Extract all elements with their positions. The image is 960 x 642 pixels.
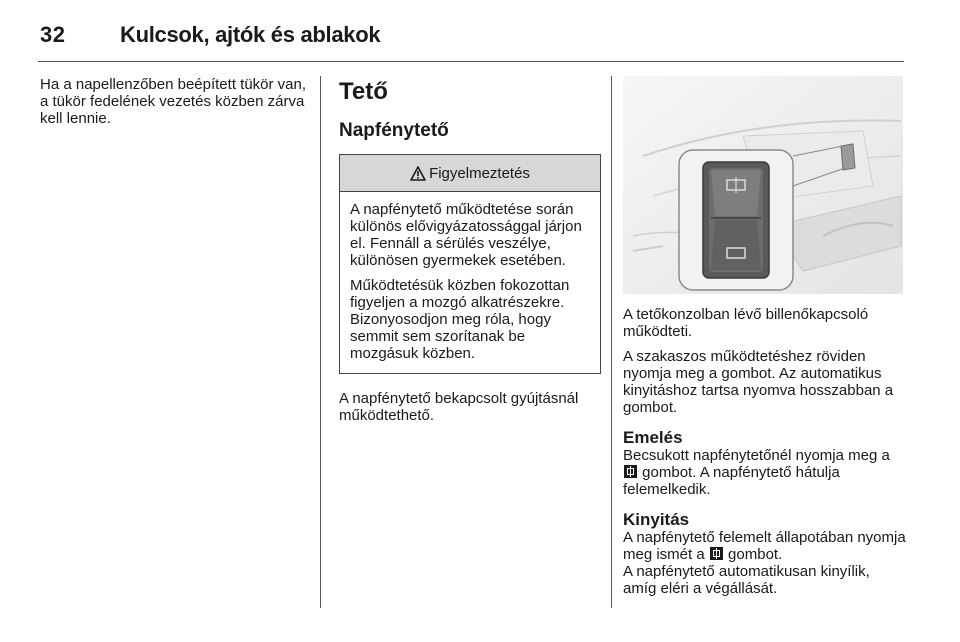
chapter-title: Kulcsok, ajtók és ablakok xyxy=(120,22,381,47)
page-number: 32 xyxy=(40,22,66,47)
opening-paragraph-2: A napfénytető automatikusan kinyílik, amíg eléri a végállását. xyxy=(623,563,870,597)
warning-title: Figyelmeztetés xyxy=(429,164,530,182)
warning-body xyxy=(340,192,600,373)
sunroof-tilt-symbol-icon xyxy=(710,547,723,560)
console-switch-paragraph: A tetőkonzolban lévő billenőkapcsoló működteti. xyxy=(623,306,869,340)
subsection-title: Napfénytető xyxy=(339,120,449,141)
warning-triangle-icon xyxy=(410,166,426,181)
column-divider-left xyxy=(320,76,321,608)
column-divider-right xyxy=(611,76,612,608)
mirror-paragraph: Ha a napellenzőben beépített tükör van, a tükör fedelének vezetés közben zárva kell lennie. xyxy=(40,76,307,127)
lifting-text-before: Becsukott napfénytetőnél nyomja meg a xyxy=(623,447,890,464)
ignition-paragraph: A napfénytető bekapcsolt gyújtásnál működtethető. xyxy=(339,390,579,424)
lifting-heading: Emelés xyxy=(623,428,683,447)
opening-paragraph xyxy=(623,529,906,563)
lifting-text-after: gombot. A napfénytető hátulja felemelkedik. xyxy=(623,464,840,498)
column-3 xyxy=(623,76,906,605)
warning-header xyxy=(340,155,600,192)
warning-paragraph-2: Működtetésük közben fokozottan figyeljen a mozgó alkatrészekre. Bizonyosodjon meg róla, hogy semmit sem szorítanak be mozgásuk közben. xyxy=(350,277,570,362)
column-1 xyxy=(40,76,310,135)
header-divider xyxy=(38,61,904,62)
opening-text-before: A napfénytető felemelt állapotában nyomja meg ismét a xyxy=(623,529,906,563)
opening-heading: Kinyitás xyxy=(623,510,690,529)
sunroof-rocker-switch-illustration xyxy=(623,76,903,294)
lifting-paragraph xyxy=(623,447,906,498)
section-title: Tető xyxy=(339,78,388,105)
sunroof-tilt-symbol-icon xyxy=(624,465,637,478)
opening-text-after: gombot. xyxy=(723,546,783,563)
operation-paragraph: A szakaszos működtetéshez röviden nyomja meg a gombot. Az automatikus kinyitáshoz tartsa nyomva hosszabban a gombot. xyxy=(623,348,894,416)
page-header xyxy=(40,18,380,52)
warning-paragraph-1: A napfénytető működtetése során különös elővigyázatossággal járjon el. Fennáll a sérülés veszélye, különösen gyermekek esetében. xyxy=(350,201,582,269)
column-2 xyxy=(339,76,601,432)
warning-box xyxy=(339,154,601,374)
